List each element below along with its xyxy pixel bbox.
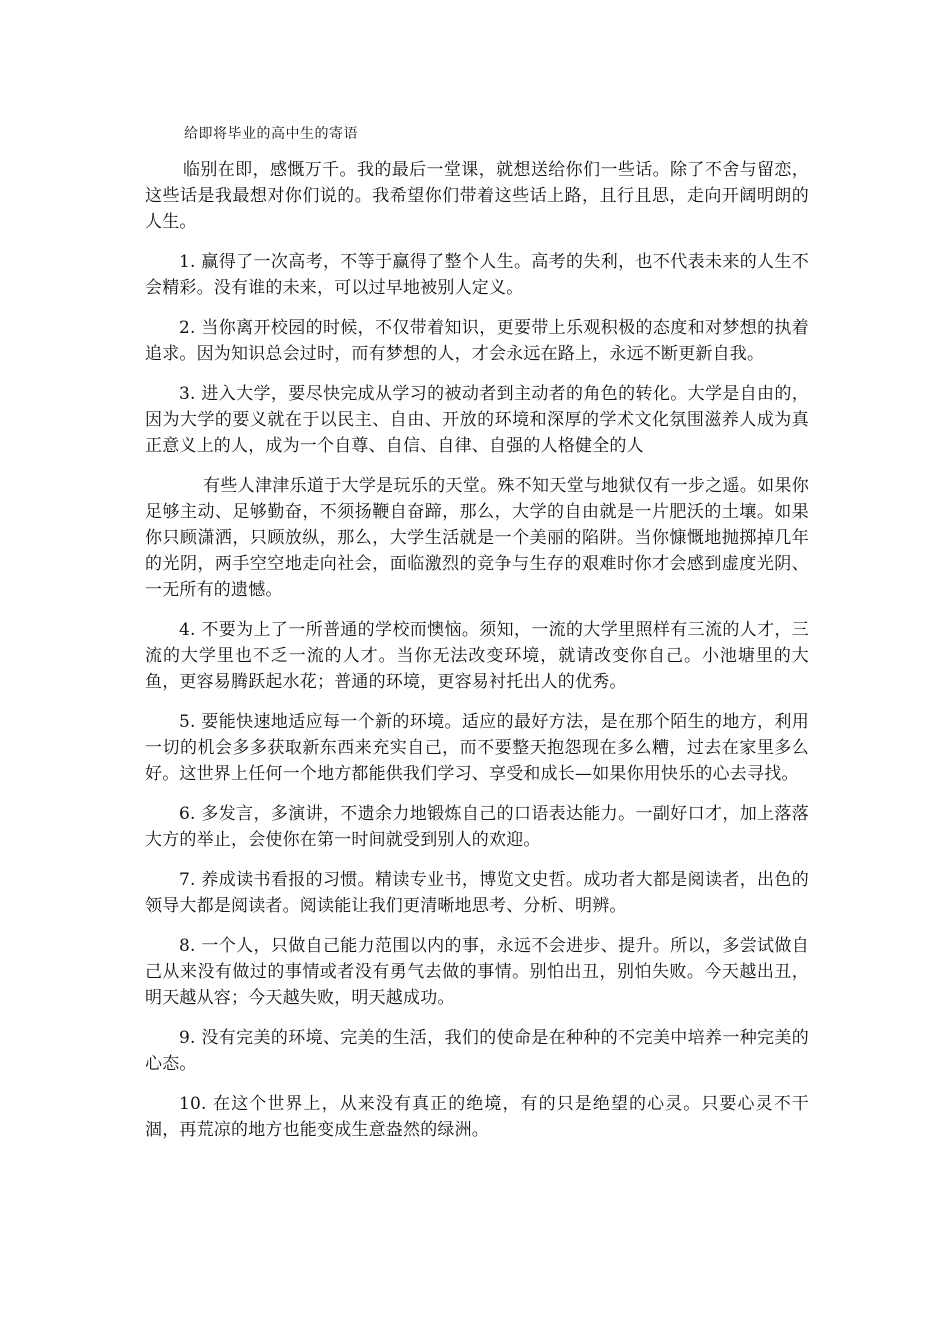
paragraph-item-3-continued: 有些人津津乐道于大学是玩乐的天堂。殊不知天堂与地狱仅有一步之遥。如果你足够主动、足够勤奋，不须扬鞭自奋蹄，那么，大学的自由就是一片肥沃的土壤。如果你只顾潇洒，只顾放纵，那么，大学生活就是一个美丽的陷阱。当你慷慨地抛掷掉几年的光阴，两手空空地走向社会，面临激烈的竞争与生存的艰难时你才会感到虚度光阴、一无所有的遗憾。 — [145, 476, 809, 600]
paragraph-item-7: 7. 养成读书看报的习惯。精读专业书，博览文史哲。成功者大都是阅读者，出色的领导大都是阅读者。阅读能让我们更清晰地思考、分析、明辨。 — [145, 870, 809, 916]
paragraph-item-1: 1. 赢得了一次高考，不等于赢得了整个人生。高考的失利，也不代表未来的人生不会精彩。没有谁的未来，可以过早地被别人定义。 — [145, 252, 809, 298]
paragraph-item-8: 8. 一个人，只做自己能力范围以内的事，永远不会进步、提升。所以，多尝试做自己从来没有做过的事情或者没有勇气去做的事情。别怕出丑，别怕失败。今天越出丑，明天越从容；今天越失败，明天越成功。 — [145, 936, 809, 1008]
paragraph-item-6: 6. 多发言，多演讲，不遗余力地锻炼自己的口语表达能力。一副好口才，加上落落大方的举止，会使你在第一时间就受到别人的欢迎。 — [145, 804, 809, 850]
paragraph-item-9: 9. 没有完美的环境、完美的生活，我们的使命是在种种的不完美中培养一种完美的心态。 — [145, 1028, 809, 1074]
paragraph-item-5: 5. 要能快速地适应每一个新的环境。适应的最好方法，是在那个陌生的地方，利用一切的机会多多获取新东西来充实自己，而不要整天抱怨现在多么糟，过去在家里多么好。这世界上任何一个地方都能供我们学习、享受和成长—如果你用快乐的心去寻找。 — [145, 712, 809, 784]
intro-paragraph: 临别在即，感慨万千。我的最后一堂课，就想送给你们一些话。除了不舍与留恋，这些话是我最想对你们说的。我希望你们带着这些话上路，且行且思，走向开阔明朗的人生。 — [145, 160, 809, 232]
paragraph-item-2: 2. 当你离开校园的时候，不仅带着知识，更要带上乐观积极的态度和对梦想的执着追求。因为知识总会过时，而有梦想的人，才会永远在路上，永远不断更新自我。 — [145, 318, 809, 364]
document-title: 给即将毕业的高中生的寄语 — [184, 126, 358, 142]
paragraph-item-4: 4. 不要为上了一所普通的学校而懊恼。须知，一流的大学里照样有三流的人才，三流的大学里也不乏一流的人才。当你无法改变环境，就请改变你自己。小池塘里的大鱼，更容易腾跃起水花；普通的环境，更容易衬托出人的优秀。 — [145, 620, 809, 692]
paragraph-item-3: 3. 进入大学，要尽快完成从学习的被动者到主动者的角色的转化。大学是自由的，因为大学的要义就在于以民主、自由、开放的环境和深厚的学术文化氛围滋养人成为真正意义上的人，成为一个自尊、自信、自律、自强的人格健全的人 — [145, 384, 809, 456]
paragraph-item-10: 10. 在这个世界上，从来没有真正的绝境，有的只是绝望的心灵。只要心灵不干涸，再荒凉的地方也能变成生意盎然的绿洲。 — [145, 1094, 809, 1140]
document-page — [145, 124, 809, 1157]
